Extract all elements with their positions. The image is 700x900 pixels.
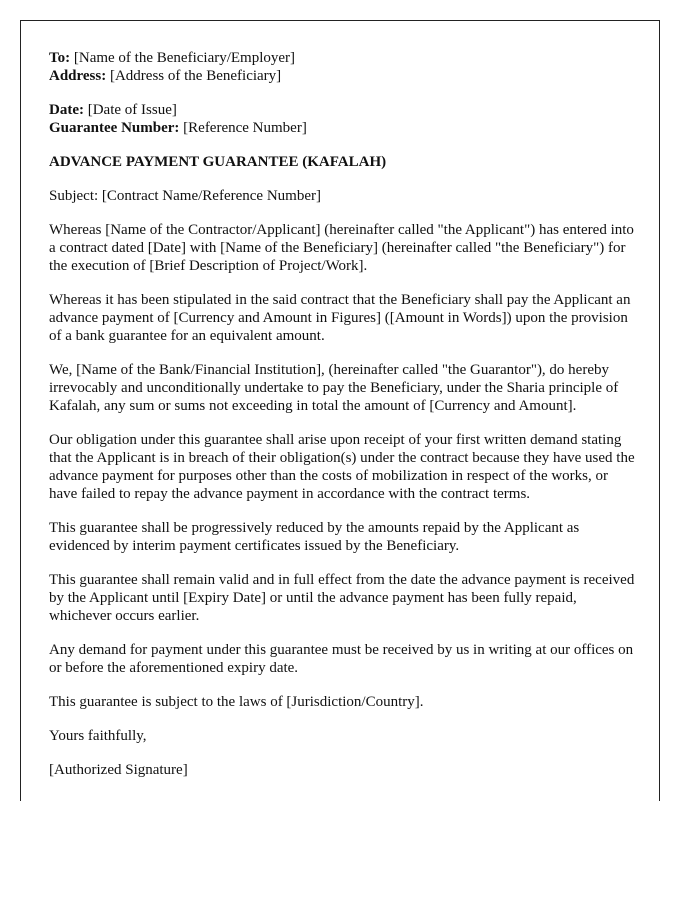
paragraph-demand: Any demand for payment under this guarantee must be received by us in writing at our offices on or before the aforementioned expiry date. — [49, 642, 634, 676]
signature-line: [Authorized Signature] — [49, 762, 188, 778]
date-value: [Date of Issue] — [87, 102, 177, 118]
paragraph-contract: Whereas [Name of the Contractor/Applicant] (hereinafter called "the Applicant") has entered into a contract dated [Date] with [Name of the Beneficiary] (hereinafter called "the Beneficiary") for the execution of [Brief Description of Project/Work]. — [49, 222, 634, 274]
closing-line: Yours faithfully, — [49, 728, 147, 744]
paragraph-validity: This guarantee shall remain valid and in full effect from the date the advance payment is received by the Applicant until [Expiry Date] or until the advance payment has been fully repaid, whichever occurs earlier. — [49, 572, 635, 624]
to-value: [Name of the Beneficiary/Employer] — [73, 50, 296, 66]
guarantee-number-value: [Reference Number] — [183, 120, 307, 136]
date-line — [49, 101, 639, 119]
paragraph-obligation: Our obligation under this guarantee shall arise upon receipt of your first written demand stating that the Applicant is in breach of their obligation(s) under the contract because they have used the advance payment for purposes other than the costs of mobilization in respect of the works, or have failed to repay the advance payment in accordance with the contract terms. — [49, 432, 635, 502]
document-page — [20, 20, 660, 801]
letter-body — [49, 49, 639, 779]
document-title: ADVANCE PAYMENT GUARANTEE (KAFALAH) — [49, 154, 387, 170]
to-label: To: — [49, 50, 71, 66]
date-label: Date: — [49, 102, 84, 118]
paragraph-undertaking: We, [Name of the Bank/Financial Institution], (hereinafter called "the Guarantor"), do hereby irrevocably and unconditionally undertake to pay the Beneficiary, under the Sharia principle of Kafalah, any sum or sums not exceeding in total the amount of [Currency and Amount]. — [49, 362, 619, 414]
guarantee-number-label: Guarantee Number: — [49, 120, 180, 136]
address-label: Address: — [49, 68, 107, 84]
paragraph-advance-payment: Whereas it has been stipulated in the said contract that the Beneficiary shall pay the Applicant an advance payment of [Currency and Amount in Figures] ([Amount in Words]) upon the provision of a bank guarantee for an equivalent amount. — [49, 292, 631, 344]
to-line — [49, 49, 639, 67]
paragraph-jurisdiction: This guarantee is subject to the laws of [Jurisdiction/Country]. — [49, 694, 424, 710]
address-value: [Address of the Beneficiary] — [109, 68, 282, 84]
address-line — [49, 67, 639, 85]
reference-block — [49, 101, 639, 137]
recipient-block — [49, 49, 639, 85]
paragraph-reduction: This guarantee shall be progressively reduced by the amounts repaid by the Applicant as evidenced by interim payment certificates issued by the Beneficiary. — [49, 520, 580, 554]
subject-line: Subject: [Contract Name/Reference Number] — [49, 188, 321, 204]
guarantee-number-line — [49, 119, 639, 137]
